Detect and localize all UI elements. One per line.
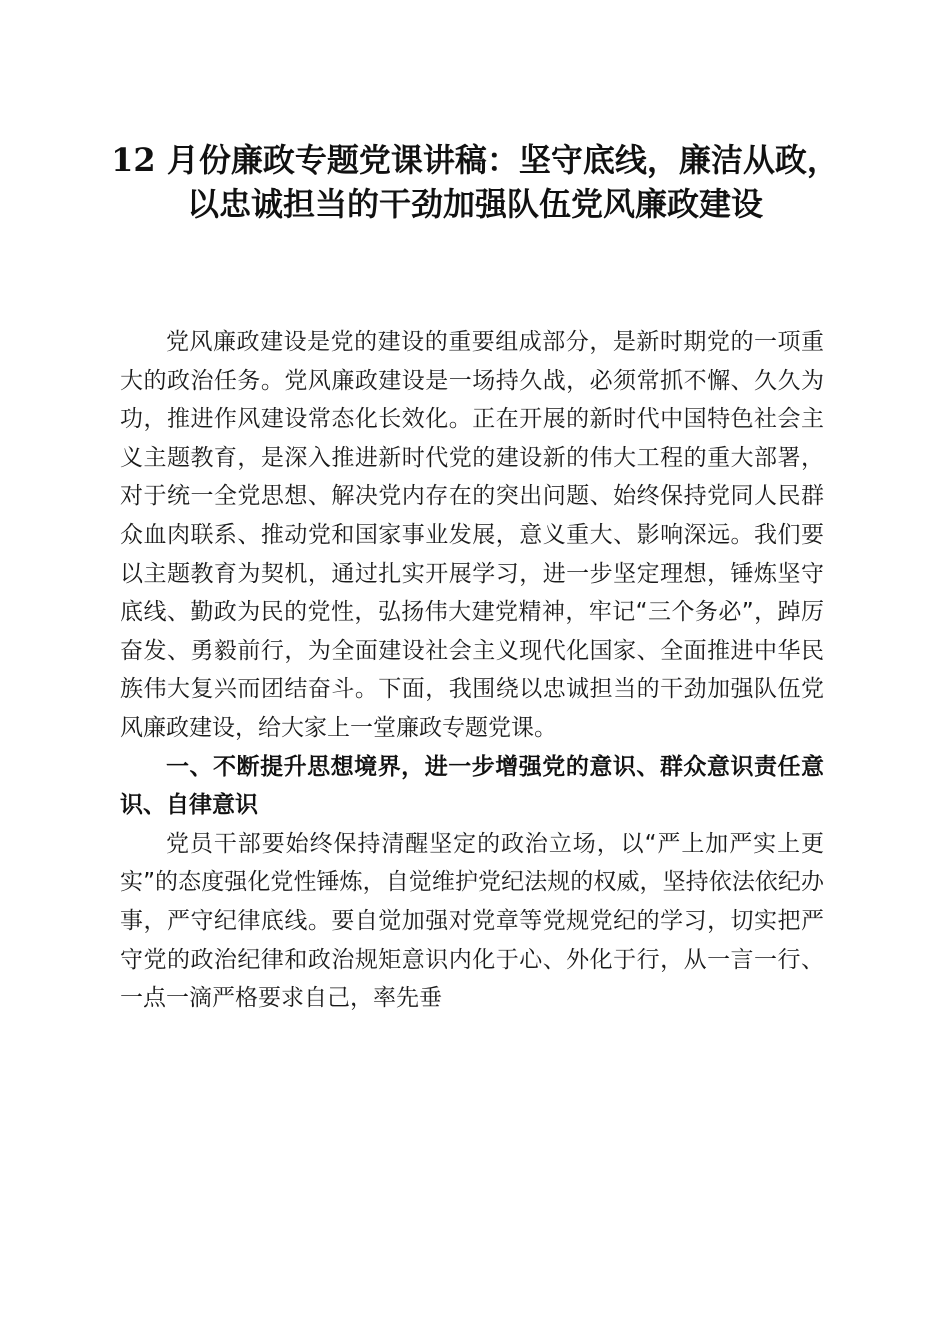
body-paragraph: 党风廉政建设是党的建设的重要组成部分，是新时期党的一项重大的政治任务。党风廉政建设是一场持久战，必须常抓不懈、久久为功，推进作风建设常态化长效化。正在开展的新时代中国特色社会主义主题教育，是深入推进新时代党的建设新的伟大工程的重大部署，对于统一全党思想、解决党内存在的突出问题、始终保持党同人民群众血肉联系、推动党和国家事业发展，意义重大、影响深远。我们要以主题教育为契机，通过扎实开展学习，进一步坚定理想，锤炼坚守底线、勤政为民的党性，弘扬伟大建党精神，牢记“三个务必”，踔厉奋发、勇毅前行，为全面建设社会主义现代化国家、全面推进中华民族伟大复兴而团结奋斗。下面，我围绕以忠诚担当的干劲加强队伍党风廉政建设，给大家上一堂廉政专题党课。 bbox=[120, 329, 824, 741]
document-title: 12 月份廉政专题党课讲稿：坚守底线，廉洁从政，以忠诚担当的干劲加强队伍党风廉政建设 bbox=[111, 141, 839, 223]
document-body bbox=[120, 323, 824, 1018]
body-paragraph: 党员干部要始终保持清醒坚定的政治立场，以“严上加严实上更实”的态度强化党性锤炼，自觉维护党纪法规的权威，坚持依法依纪办事，严守纪律底线。要自觉加强对党章等党规党纪的学习，切实把严守党的政治纪律和政治规矩意识内化于心、外化于行，从一言一行、一点一滴严格要求自己，率先垂 bbox=[120, 830, 824, 1012]
section-heading: 一、不断提升思想境界，进一步增强党的意识、群众意识责任意识、自律意识 bbox=[120, 753, 824, 819]
